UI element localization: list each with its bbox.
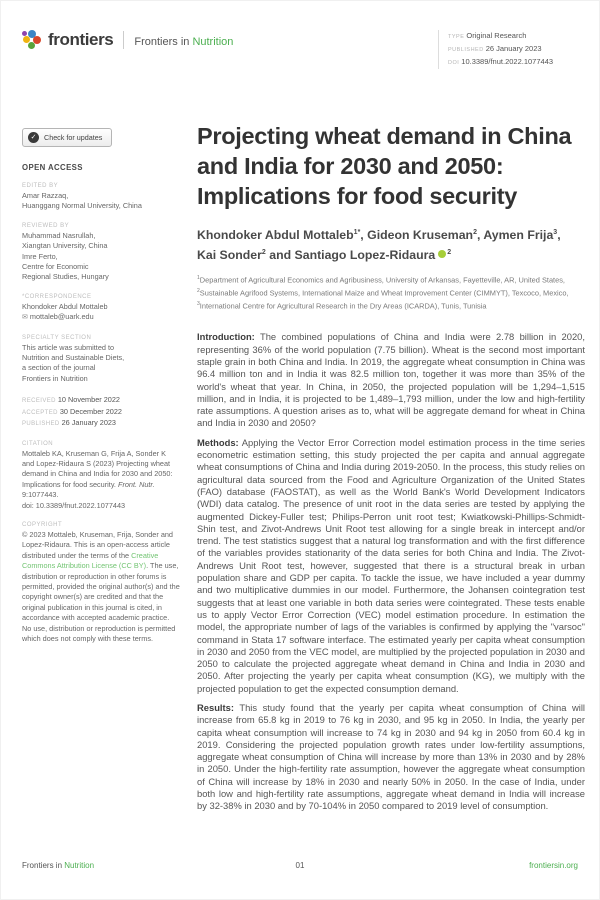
accepted-label: ACCEPTED [22, 409, 58, 416]
author-line-2 [197, 244, 585, 264]
author-affiliation-sup: 2 [261, 249, 266, 257]
check-for-updates-label: Check for updates [44, 133, 103, 142]
author-affiliation-sup: 2 [473, 229, 477, 236]
reviewed-by-line: Muhammad Nasrullah, [22, 230, 96, 240]
journal-name [134, 33, 233, 48]
meta-type-value: Original Research [466, 31, 527, 40]
affiliations [197, 273, 585, 312]
correspondence-label: *CORRESPONDENCE [22, 293, 92, 300]
edited-by-line: Amar Razzaq, [22, 191, 69, 200]
author-affiliation-sup: 3 [553, 229, 558, 236]
copyright-pre: © 2023 Mottaleb, Kruseman, Frija, Sonder and Lopez-Ridaura. This is an open-access article distributed under the terms of the [22, 529, 173, 560]
citation-label: CITATION [22, 440, 54, 447]
meta-published-value: 26 January 2023 [485, 44, 542, 53]
abstract-introduction-label: Introduction: [197, 331, 255, 343]
frontiers-logo-icon [22, 30, 42, 50]
published-row [22, 418, 180, 429]
reviewed-by-line: Regional Studies, Hungary [22, 272, 109, 282]
accepted-row [22, 407, 180, 418]
edited-by-line: Huanggang Normal University, China [22, 201, 142, 211]
specialty-line: Frontiers in Nutrition [22, 373, 88, 383]
received-row [22, 395, 180, 406]
correspondence-email-row [22, 312, 180, 323]
author-affiliation-sup: 1* [353, 229, 361, 236]
orcid-icon[interactable] [438, 250, 446, 258]
header-divider [123, 31, 124, 49]
meta-doi-row [448, 56, 580, 69]
article-title: Projecting wheat demand in China and India for 2030 and 2050: Implications for food security [197, 123, 572, 209]
author-affiliation-sup: 2 [447, 249, 452, 257]
copyright-post: . The use, distribution or reproduction in other forums is permitted, provided the original author(s) and the copyright owner(s) are credited and that the original publication in this journal is cited, in accordance with accepted academic practice. No use, distribution or reproduction is permitted which does not comply with these terms. [22, 561, 180, 643]
frontiers-wordmark: frontiers [48, 30, 114, 49]
author-separator: , [557, 228, 561, 243]
author-name: Kai Sonder [197, 248, 262, 263]
reviewed-by-line: Centre for Economic [22, 262, 89, 272]
check-for-updates-button[interactable] [22, 128, 112, 147]
footer-journal [22, 861, 94, 870]
affiliation-sup: 3 [197, 301, 200, 308]
published-label: PUBLISHED [22, 421, 60, 428]
author-separator: , [360, 228, 368, 243]
open-access-badge: OPEN ACCESS [22, 163, 83, 172]
affiliation-sup: 1 [197, 275, 200, 282]
abstract-results [197, 702, 585, 813]
received-label: RECEIVED [22, 398, 56, 405]
cc-by-license-link[interactable]: Creative Commons Attribution License (CC BY) [22, 550, 159, 571]
specialty-section-label: SPECIALTY SECTION [22, 334, 92, 341]
correspondence-email-link[interactable]: mottaleb@uark.edu [29, 312, 94, 322]
affiliation-text: Department of Agricultural Economics and Agribusiness, University of Arkansas, Fayetteville, AR, United States, [199, 275, 565, 285]
meta-published-label: PUBLISHED [448, 47, 484, 53]
abstract-methods [197, 437, 585, 695]
affiliation-text: Sustainable Agrifood Systems, International Maize and Wheat Improvement Center (CIMMYT), Texcoco, Mexico, [199, 288, 569, 298]
abstract [197, 331, 585, 812]
meta-type-label: TYPE [448, 34, 465, 40]
page-footer [22, 861, 578, 870]
citation-body: Mottaleb KA, Kruseman G, Frija A, Sonder K and Lopez-Ridaura S (2023) Projecting wheat demand in China and India for 2030 and 2050: Implications for food security. [22, 448, 173, 489]
footer-journal-prefix: Frontiers in [22, 861, 65, 870]
envelope-icon: ✉ [22, 314, 28, 322]
accepted-value: 30 December 2022 [59, 406, 122, 416]
edited-by-label: EDITED BY [22, 183, 59, 189]
specialty-line: This article was submitted to [22, 342, 115, 352]
author-list [197, 224, 585, 264]
abstract-introduction-text: The combined populations of China and India were 2.78 billion in 2020, representing 36% of the world population (7.75 billion). Wheat is the second most important staple grain in both China and India. In 2019, the aggregate wheat consumption in China was 96.4 million ton and in India it was 82.5 million ton, together it was more than 35% of the world's wheat that year. In China, in 2050, the projected population will be 1,294–1,515 million, and in India, it is projected to be 1,489–1,793 million, under the low and high-fertility rate assumptions. A question arises as to, what will be aggregate demand for wheat in China and India in 2030 and 2050? [197, 331, 585, 429]
journal-name-prefix: Frontiers in [134, 35, 193, 48]
page-header [22, 30, 580, 69]
author-name: Khondoker Abdul Mottaleb [197, 228, 354, 243]
reviewed-by-label: REVIEWED BY [22, 222, 70, 229]
specialty-line: Nutrition and Sustainable Diets, [22, 353, 125, 363]
received-value: 10 November 2022 [57, 395, 120, 405]
article-meta-block [438, 30, 580, 69]
abstract-results-label: Results: [197, 701, 234, 713]
author-line-1 [197, 224, 585, 244]
meta-doi-value: 10.3389/fnut.2022.1077443 [461, 57, 554, 66]
citation-text [22, 449, 180, 511]
author-name: Aymen Frija [483, 228, 554, 243]
specialty-line: a section of the journal [22, 363, 96, 373]
abstract-methods-text: Applying the Vector Error Correction model estimation process in the time series econometric estimation setting, this study projected the per capita and annual aggregate wheat consumptions of China and India during 2019-2050. In the process, this study relies on agricultural data sourced from the Food and Agriculture Organization of the United States (FAO) database (FAOSTAT), as well as the World Bank's World Development Indicators (WDI) data catalog. The presence of unit root in the data series are tested by applying the augmented Dickey-Fuller test; Philips-Perron unit root test; Kwiatkowski-Phillips-Schmidt-Shin test, and Zivot-Andrews Unit Root test allowing for a single break in intercept and/or trend. The test statistics suggest that a natural log transformation and with the first difference of the variables provides stationarity of the data series for both China and India. The Zivot-Andrews Unit Root test, however, suggested that there is a structural break in urban population share and GDP per capita. To tackle the issue, we have included a year dummy and two multiplicative dummies in our model. Furthermore, the Johansen cointegration test suggests that at least one variable in both data series were cointegrated. These tests enable us to apply Vector Error Correction (VEC) model estimation procedure. In estimation the model, the appropriate number of lags of the variables is confirmed by applying the "varsoc" command in Stata 17 software interface. The estimated yearly per capita wheat consumption in 2030 and 2050 from the VEC model, are multiplied by the projected population in 2030 and 2050 to calculate the projected aggregate wheat demand in China and India in 2030 and 2050. After projecting the yearly per capita wheat consumption (KG), we multiply with the projected population to get the expected consumption demand. [197, 436, 585, 694]
frontiersin-org-link[interactable]: frontiersin.org [529, 861, 578, 870]
author-name: Gideon Kruseman [367, 228, 474, 243]
author-separator: , [476, 228, 484, 243]
copyright-label: COPYRIGHT [22, 521, 63, 528]
meta-published-row [448, 43, 580, 56]
footer-journal-highlight: Nutrition [64, 861, 95, 870]
article-info-sidebar [22, 126, 180, 644]
affiliation-sup: 2 [197, 288, 200, 295]
article-main-column [197, 121, 585, 820]
article-dates [22, 395, 180, 429]
reviewed-by-line: Imre Ferto, [22, 251, 58, 261]
published-value: 26 January 2023 [61, 418, 116, 428]
abstract-results-text: This study found that the yearly per capita wheat consumption of China will increase from 65.8 kg in 2019 to 76 kg in 2030, and 95 kg in 2050. In India, the yearly per capita wheat consumption will increase to 74 kg in 2030 and 94 kg in 2050 from 60.4 kg in 2019. Considering the projected population growth rates under low-fertility assumptions, aggregate wheat consumption of China will increase by more than 13% in 2030 and by 28% in 2050. Under the high-fertility rate assumption, however the aggregate wheat consumption of China will increase by 18% in 2030 and nearly 50% in 2050. In the case of India, under both low and high-fertility rate assumptions, aggregate wheat demand in India will increase by 32-38% in 2030 and by 70-104% in 2050 compared to 2019 level of consumption. [197, 701, 585, 812]
citation-volume: 9:1077443. [22, 490, 59, 500]
crossmark-icon: ✓ [28, 132, 39, 143]
correspondence-name: Khondoker Abdul Mottaleb [22, 301, 108, 311]
reviewed-by-line: Xiangtan University, China [22, 241, 108, 251]
author-name: and Santiago Lopez-Ridaura [265, 248, 436, 263]
meta-type-row [448, 30, 580, 43]
copyright-text [22, 530, 180, 644]
citation-journal: Front. Nutr. [115, 479, 155, 489]
abstract-methods-label: Methods: [197, 436, 239, 448]
affiliation-text: International Centre for Agricultural Research in the Dry Areas (ICARDA), Tunis, Tunisia [199, 301, 487, 311]
page-number: 01 [295, 861, 305, 870]
frontiers-logo [22, 30, 233, 50]
citation-doi: doi: 10.3389/fnut.2022.1077443 [22, 500, 126, 510]
meta-doi-label: DOI [448, 60, 460, 66]
journal-name-highlight: Nutrition [192, 35, 234, 48]
abstract-introduction [197, 331, 585, 429]
